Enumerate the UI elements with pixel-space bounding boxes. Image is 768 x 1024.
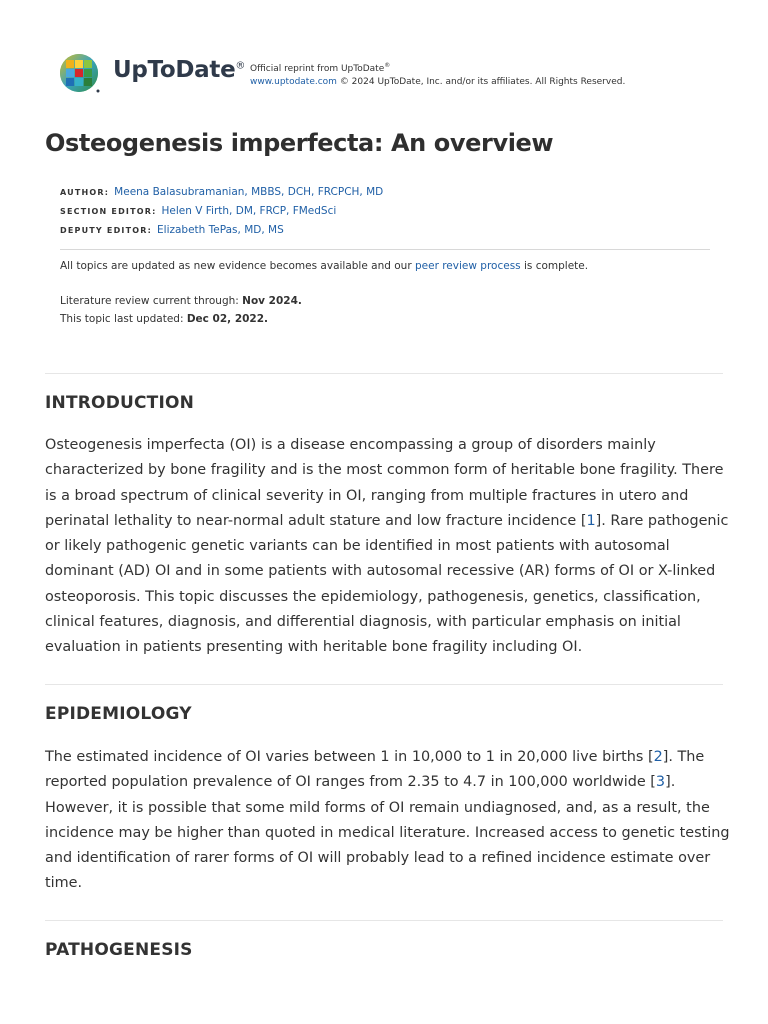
divider [60,249,710,250]
section-divider [45,684,723,685]
update-notice: All topics are updated as new evidence becomes available and our peer review process is complete. [60,260,589,272]
deputy-editor-row: DEPUTY EDITOR : Elizabeth TePas, MD, MS [60,221,383,240]
section-divider [45,920,723,921]
section-editor-row: SECTION EDITOR : Helen V Firth, DM, FRCP, FMedSci [60,202,383,221]
reference-link[interactable]: 3 [655,774,666,791]
section-divider [45,373,723,374]
deputy-editor-link[interactable]: Elizabeth TePas, MD, MS [157,224,284,236]
epidemiology-paragraph: The estimated incidence of OI varies between 1 in 10,000 to 1 in 20,000 live births [2]. The reported population prevalence of OI ranges from 2.35 to 4.7 in 100,000 worldwide [3]. However, it is possible that some mild forms of OI remain undiagnosed, and, as a result, the incidence may be higher than quoted in medical literature. Increased access to genetic testing and identification of rarer forms of OI will probably lead to a refined incidence estimate over time. [45,749,730,892]
reference-link[interactable]: 1 [586,512,596,529]
pathogenesis-heading: PATHOGENESIS [45,940,193,960]
introduction-paragraph: Osteogenesis imperfecta (OI) is a disease encompassing a group of disorders mainly characterized by bone fragility and is the most common form of heritable bone fragility. There is a broad spectrum of clinical severity in OI, ranging from multiple fractures in utero and perinatal lethality to near-normal adult stature and low fracture incidence [1]. Rare pathogenic or likely pathogenic genetic variants can be identified in most patients with autosomal dominant (AD) OI and in some patients with autosomal recessive (AR) forms of OI or X-linked osteoporosis. This topic discusses the epidemiology, pathogenesis, genetics, classification, clinical features, diagnosis, and differential diagnosis, with particular emphasis on initial evaluation in patients presenting with heritable bone fragility including OI. [45,437,729,656]
reference-link[interactable]: 2 [653,749,663,765]
uptodate-logo-icon[interactable] [58,52,102,96]
author-block [60,183,383,240]
section-editor-link[interactable]: Helen V Firth, DM, FRCP, FMedSci [161,205,337,217]
reprint-notice: Official reprint from UpToDate® www.uptodate.com © 2024 UpToDate, Inc. and/or its affiliates. All Rights Reserved. [250,62,626,87]
uptodate-site-link[interactable]: www.uptodate.com [250,77,337,87]
brand-name: UpToDate® [113,57,246,83]
epidemiology-heading: EPIDEMIOLOGY [45,704,192,724]
author-row: AUTHOR : Meena Balasubramanian, MBBS, DCH, FRCPCH, MD [60,183,383,202]
introduction-heading: INTRODUCTION [45,393,195,413]
page-header [58,52,738,96]
peer-review-link[interactable]: peer review process [414,260,521,272]
literature-dates: Literature review current through: Nov 2024. This topic last updated: Dec 02, 2022. [60,295,302,325]
author-link[interactable]: Meena Balasubramanian, MBBS, DCH, FRCPCH, MD [114,186,384,198]
page-title: Osteogenesis imperfecta: An overview [45,129,554,157]
